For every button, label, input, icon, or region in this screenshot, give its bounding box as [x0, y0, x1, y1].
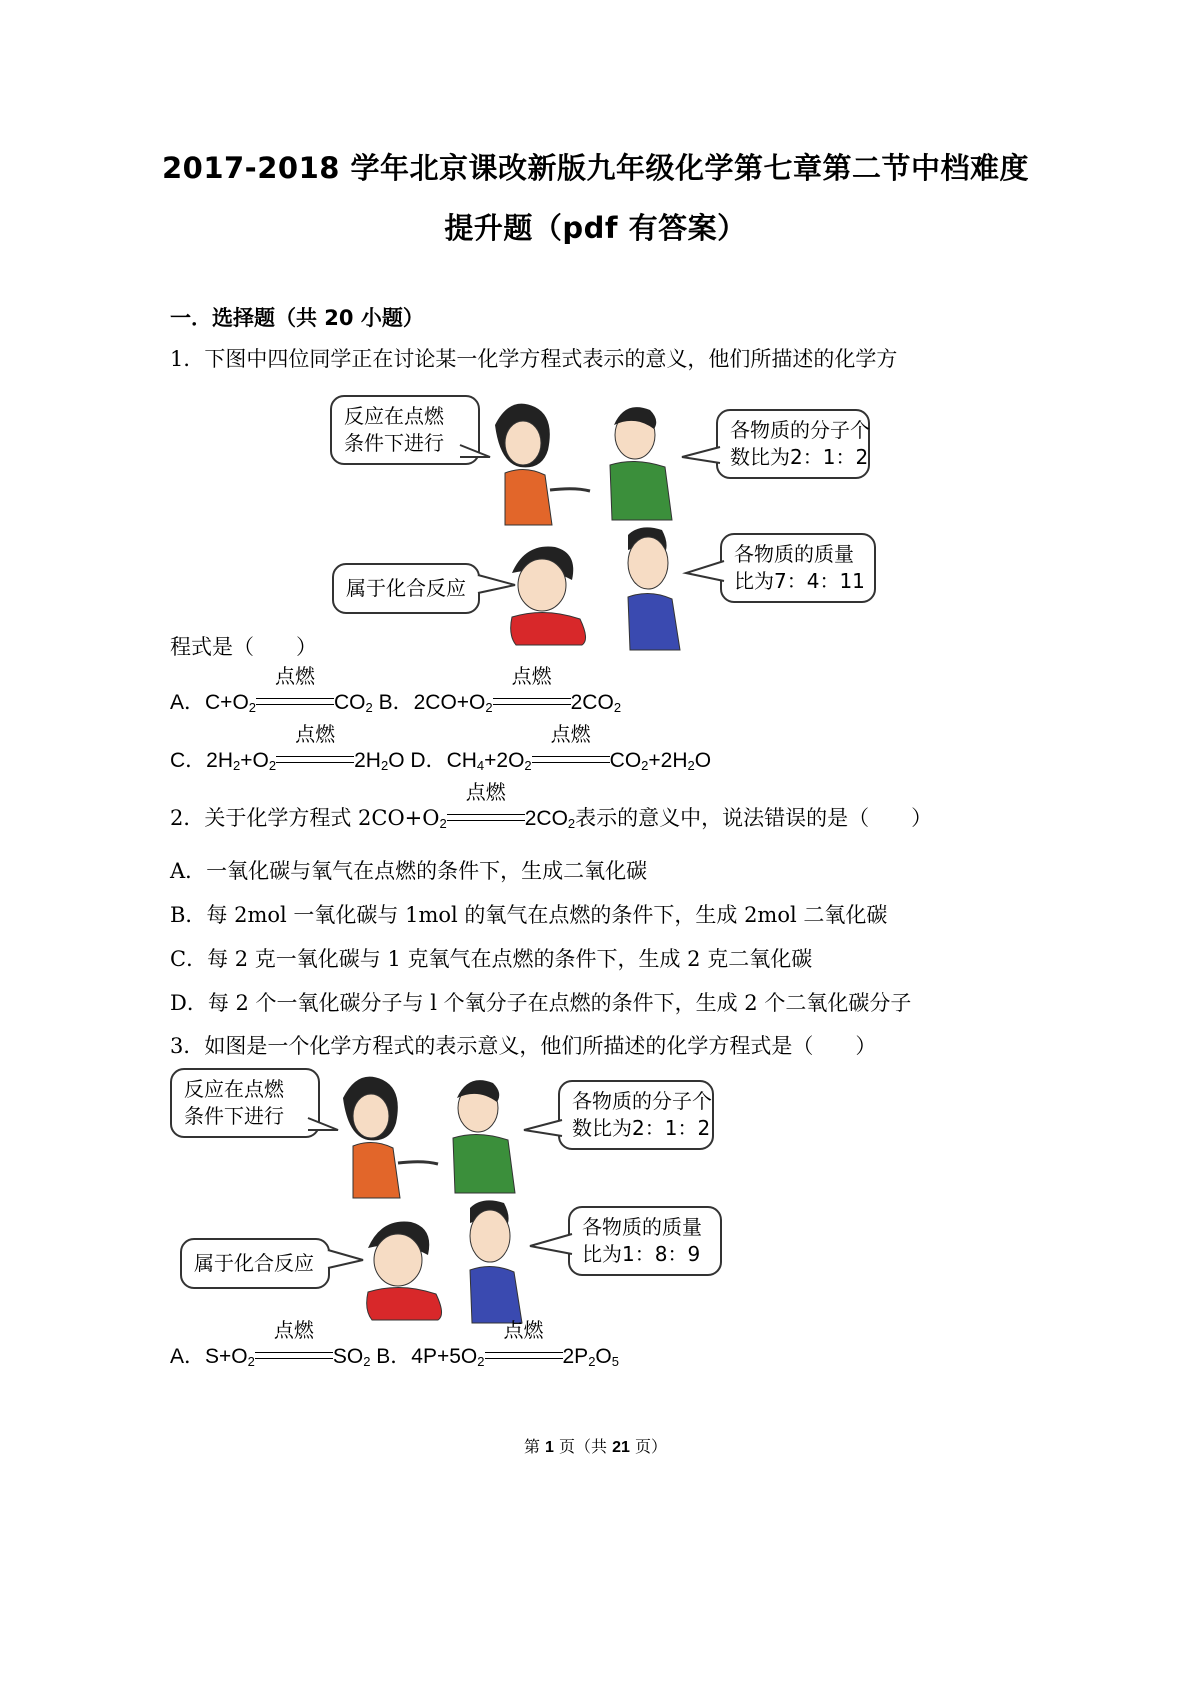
q1-bubble-tr: 各物质的分子个 数比为2：1：2 — [716, 409, 870, 479]
girl-figure — [495, 404, 590, 525]
q1-characters — [320, 395, 880, 655]
doc-title-line2: 提升题（pdf 有答案） — [444, 211, 747, 245]
page-footer: 第 1 页（共 21 页） — [523, 1437, 668, 1456]
q2-option-b[interactable]: B．每 2mol 一氧化碳与 1mol 的氧气在点燃的条件下，生成 2mol 二氧化碳 — [170, 903, 888, 927]
boy-green-figure — [453, 1080, 515, 1193]
q3-stem: 3．如图是一个化学方程式的表示意义，他们所描述的化学方程式是（ ） — [170, 1034, 877, 1058]
boy-blue-figure — [628, 527, 680, 650]
q2-stem: 2．关于化学方程式 $2CO+O_2$ 点燃 $2CO_2$表示的意义中，说法错误的是（ ） — [170, 780, 933, 831]
q1-bubble-tl: 反应在点燃 条件下进行 — [330, 395, 480, 465]
q3-illustration — [168, 1068, 728, 1330]
q3-option-a[interactable]: A．$S+O_2$ 点燃 $SO_2$ — [170, 1320, 371, 1369]
q1-bubble-br: 各物质的质量 比为7：4：11 — [720, 533, 876, 603]
q1-option-c[interactable]: C．$2H_2+O_2$ 点燃 $2H_2O$ — [170, 724, 405, 773]
girl-figure — [343, 1077, 438, 1198]
boy-red-figure — [511, 547, 586, 645]
q1-option-d[interactable]: D．$CH_4+2O_2$ 点燃 $CO_2+2H_2O$ — [410, 724, 712, 773]
q1-illustration — [320, 395, 880, 655]
q3-bubble-br: 各物质的质量 比为1：8：9 — [568, 1206, 722, 1276]
q3-bubble-bl: 属于化合反应 — [180, 1238, 330, 1289]
q2-option-a[interactable]: A．一氧化碳与氧气在点燃的条件下，生成二氧化碳 — [170, 859, 648, 883]
q1-bubble-bl: 属于化合反应 — [332, 563, 480, 614]
boy-blue-figure — [470, 1200, 522, 1323]
q1-stem-end: 程式是（ ） — [170, 635, 317, 659]
q3-option-b[interactable]: B．$4P+5O_2$ 点燃 $2P_2O_5$ — [376, 1320, 619, 1369]
q1-options-row2 — [170, 724, 712, 781]
q1-option-b[interactable]: B．$2CO+O_2$ 点燃 $2CO_2$ — [378, 666, 622, 715]
boy-green-figure — [610, 407, 672, 520]
q1-stem: 1．下图中四位同学正在讨论某一化学方程式表示的意义，他们所描述的化学方 — [170, 347, 898, 371]
q3-characters — [168, 1068, 728, 1330]
q3-bubble-tr: 各物质的分子个 数比为2：1：2 — [558, 1080, 714, 1150]
q3-bubble-tl: 反应在点燃 条件下进行 — [170, 1068, 320, 1138]
boy-red-figure — [367, 1222, 442, 1320]
doc-title-line1: 2017-2018 学年北京课改新版九年级化学第七章第二节中档难度 — [161, 151, 1030, 185]
section-heading: 一．选择题（共 20 小题） — [170, 306, 424, 330]
q1-options-row1 — [170, 666, 622, 723]
q2-option-d[interactable]: D．每 2 个一氧化碳分子与 l 个氧分子在点燃的条件下，生成 2 个二氧化碳分子 — [170, 991, 912, 1015]
q1-option-a[interactable]: A．$C+O_2$ 点燃 $CO_2$ — [170, 666, 373, 715]
q2-option-c[interactable]: C．每 2 克一氧化碳与 1 克氧气在点燃的条件下，生成 2 克二氧化碳 — [170, 947, 813, 971]
q3-options-row1 — [170, 1320, 619, 1377]
